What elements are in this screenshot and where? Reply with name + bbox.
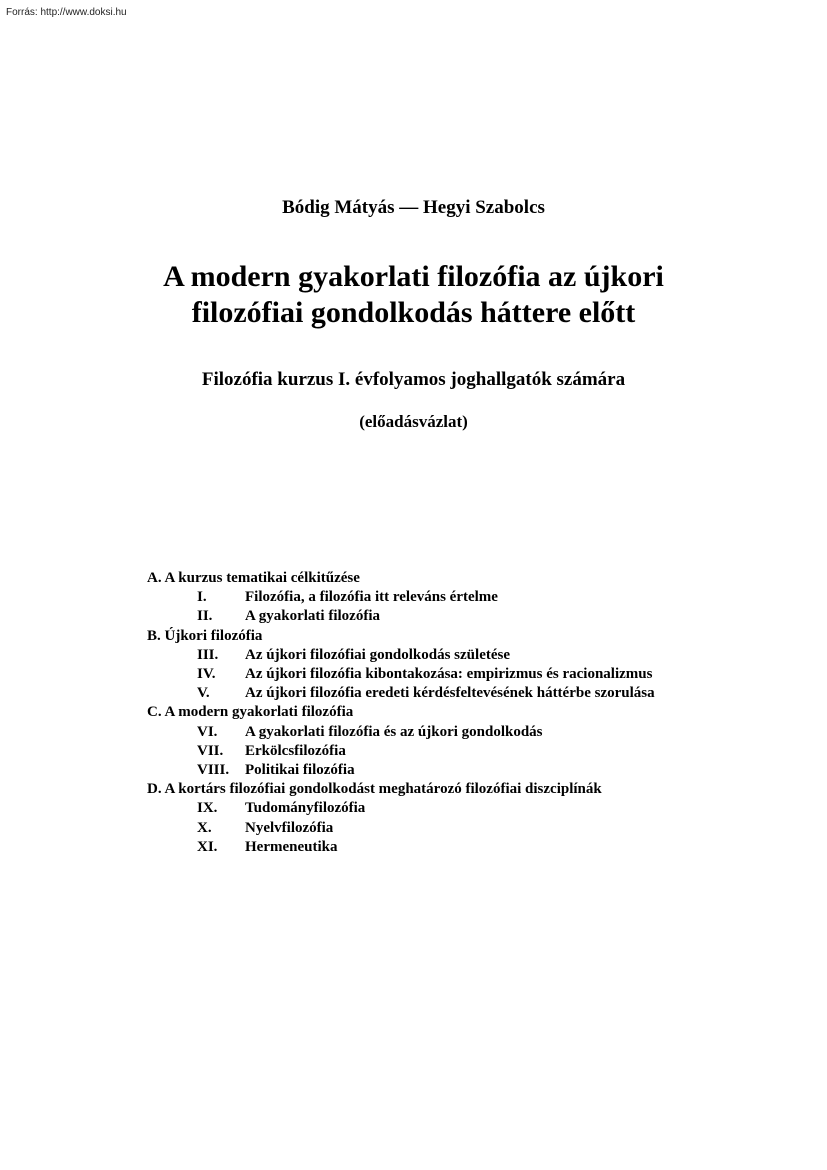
subtitle: Filozófia kurzus I. évfolyamos joghallgatók számára [201, 369, 626, 390]
toc-item [147, 684, 767, 703]
document-title [0, 259, 827, 331]
toc-item-number: VIII. [197, 762, 230, 779]
toc-item-text: Az újkori filozófiai gondolkodás születése [245, 646, 510, 663]
toc-item [147, 799, 767, 818]
toc-item [147, 665, 767, 684]
authors: Bódig Mátyás — Hegyi Szabolcs [282, 197, 545, 218]
toc-item [147, 723, 767, 742]
toc-item [147, 761, 767, 780]
toc-section-heading: D. A kortárs filozófiai gondolkodást meghatározó filozófiai diszciplínák [147, 781, 602, 798]
toc-section-heading: C. A modern gyakorlati filozófia [147, 704, 354, 721]
toc-item-text: Filozófia, a filozófia itt releváns értelme [245, 589, 498, 606]
title-line-1: A modern gyakorlati filozófia az újkori [163, 260, 664, 293]
toc-item-number: III. [197, 646, 219, 663]
title-line-2: filozófiai gondolkodás háttere előtt [191, 296, 636, 329]
toc-item-text: Hermeneutika [245, 838, 338, 855]
toc-item-text: A gyakorlati filozófia [245, 608, 380, 625]
toc-item-number: IX. [197, 800, 218, 817]
toc-item-number: IV. [197, 666, 216, 683]
table-of-contents [147, 569, 767, 857]
toc-section-heading: A. A kurzus tematikai célkitűzése [147, 570, 360, 586]
toc-item [147, 742, 767, 761]
toc-item-number: VI. [197, 723, 218, 740]
toc-item [147, 588, 767, 607]
lecture-note-label: (előadásvázlat) [359, 412, 468, 431]
toc-item-number: X. [197, 819, 212, 836]
toc-item-text: Az újkori filozófia kibontakozása: empirizmus és racionalizmus [245, 666, 653, 683]
toc-item-number: VII. [197, 742, 224, 759]
toc-item [147, 819, 767, 838]
toc-item-number: XI. [197, 838, 218, 855]
toc-item-text: Nyelvfilozófia [245, 819, 334, 836]
toc-item-number: V. [197, 685, 210, 702]
toc-item-number: I. [197, 589, 207, 606]
toc-item [147, 838, 767, 857]
toc-item-text: A gyakorlati filozófia és az újkori gondolkodás [245, 723, 543, 740]
toc-item-text: Erkölcsfilozófia [245, 742, 346, 759]
toc-item [147, 646, 767, 665]
source-note: Forrás: http://www.doksi.hu [6, 7, 127, 18]
toc-item [147, 607, 767, 626]
toc-item-text: Politikai filozófia [245, 762, 355, 779]
toc-item-number: II. [197, 608, 213, 625]
toc-section-heading: B. Újkori filozófia [147, 627, 263, 644]
toc-item-text: Az újkori filozófia eredeti kérdésfeltevésének háttérbe szorulása [245, 685, 655, 702]
toc-item-text: Tudományfilozófia [245, 800, 366, 817]
